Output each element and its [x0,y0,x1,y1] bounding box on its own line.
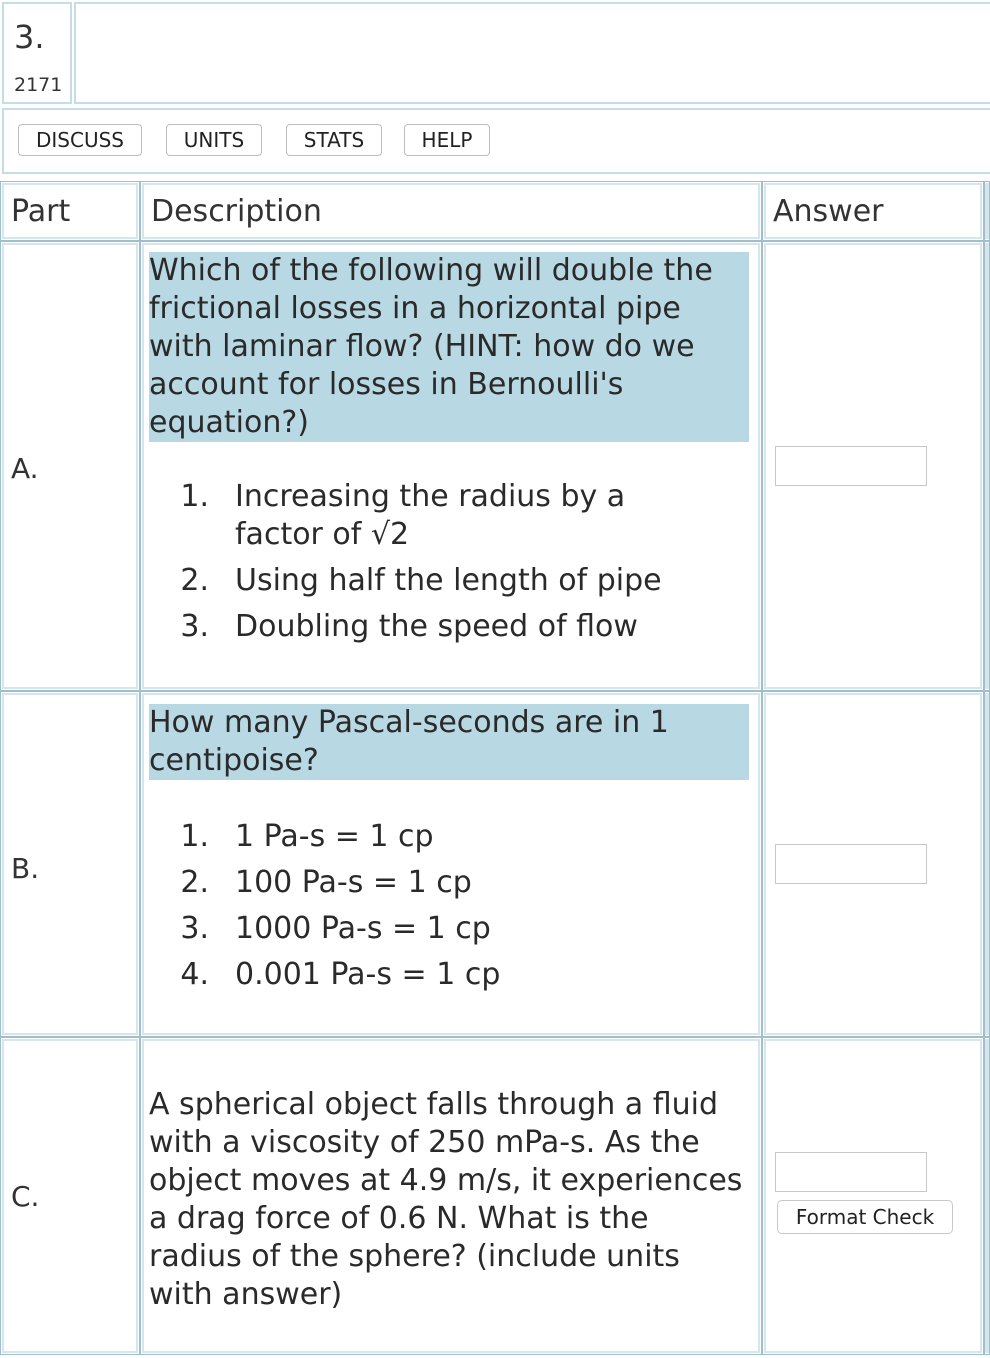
part-a-answer-input[interactable] [775,446,927,486]
part-b-question: How many Pascal-seconds are in 1 centipoise? [149,704,749,780]
discuss-button[interactable]: DISCUSS [18,124,142,156]
part-c-letter: C. [11,1180,40,1213]
part-b-answer-cell [762,691,984,1037]
header-description-label: Description [151,194,322,229]
header-part [0,181,140,241]
list-item: 2. Using half the length of pipe [180,563,662,598]
part-b-description [140,691,762,1037]
header-extra [984,181,990,241]
part-a-description [140,241,762,691]
problem-number: 3. [14,18,45,56]
list-item: 1. 1 Pa-s = 1 cp [180,819,434,854]
list-item: 3. 1000 Pa-s = 1 cp [180,911,491,946]
part-b-extra [984,691,990,1037]
list-item: 2. 100 Pa-s = 1 cp [180,865,472,900]
part-a-letter: A. [11,452,39,485]
header-answer [762,181,984,241]
part-c-extra [984,1037,990,1355]
part-c-letter-cell [0,1037,140,1355]
problem-toolbar [2,108,990,174]
part-a-question: Which of the following will double the frictional losses in a horizontal pipe with laminar flow? (HINT: how do we account for losses in Bernoulli's equation?) [149,252,749,442]
part-c-answer-cell [762,1037,984,1355]
stats-button[interactable]: STATS [286,124,382,156]
list-item: 3. Doubling the speed of flow [180,609,638,644]
units-button[interactable]: UNITS [166,124,262,156]
list-item: 4. 0.001 Pa-s = 1 cp [180,957,501,992]
format-check-button[interactable]: Format Check [777,1200,953,1234]
part-b-answer-input[interactable] [775,844,927,884]
part-a-letter-cell [0,241,140,691]
problem-id: 2171 [14,74,63,96]
part-a-answer-cell [762,241,984,691]
part-c-question: A spherical object falls through a fluid with a viscosity of 250 mPa-s. As the object moves at 4.9 m/s, it experiences a drag force of 0.6 N. What is the radius of the sphere? (include units with answer) [149,1087,743,1312]
part-c-description [140,1037,762,1355]
problem-number-cell [2,2,72,104]
help-button[interactable]: HELP [404,124,490,156]
part-b-letter-cell [0,691,140,1037]
part-a-extra [984,241,990,691]
part-b-options [179,818,719,994]
header-part-label: Part [11,194,71,229]
part-c-answer-input[interactable] [775,1152,927,1192]
header-answer-label: Answer [773,194,884,229]
list-item: 1. Increasing the radius by a factor of √2 [180,479,626,552]
problem-title-cell [74,2,990,104]
part-a-options [179,478,719,646]
part-b-letter: B. [11,852,40,885]
header-description [140,181,762,241]
